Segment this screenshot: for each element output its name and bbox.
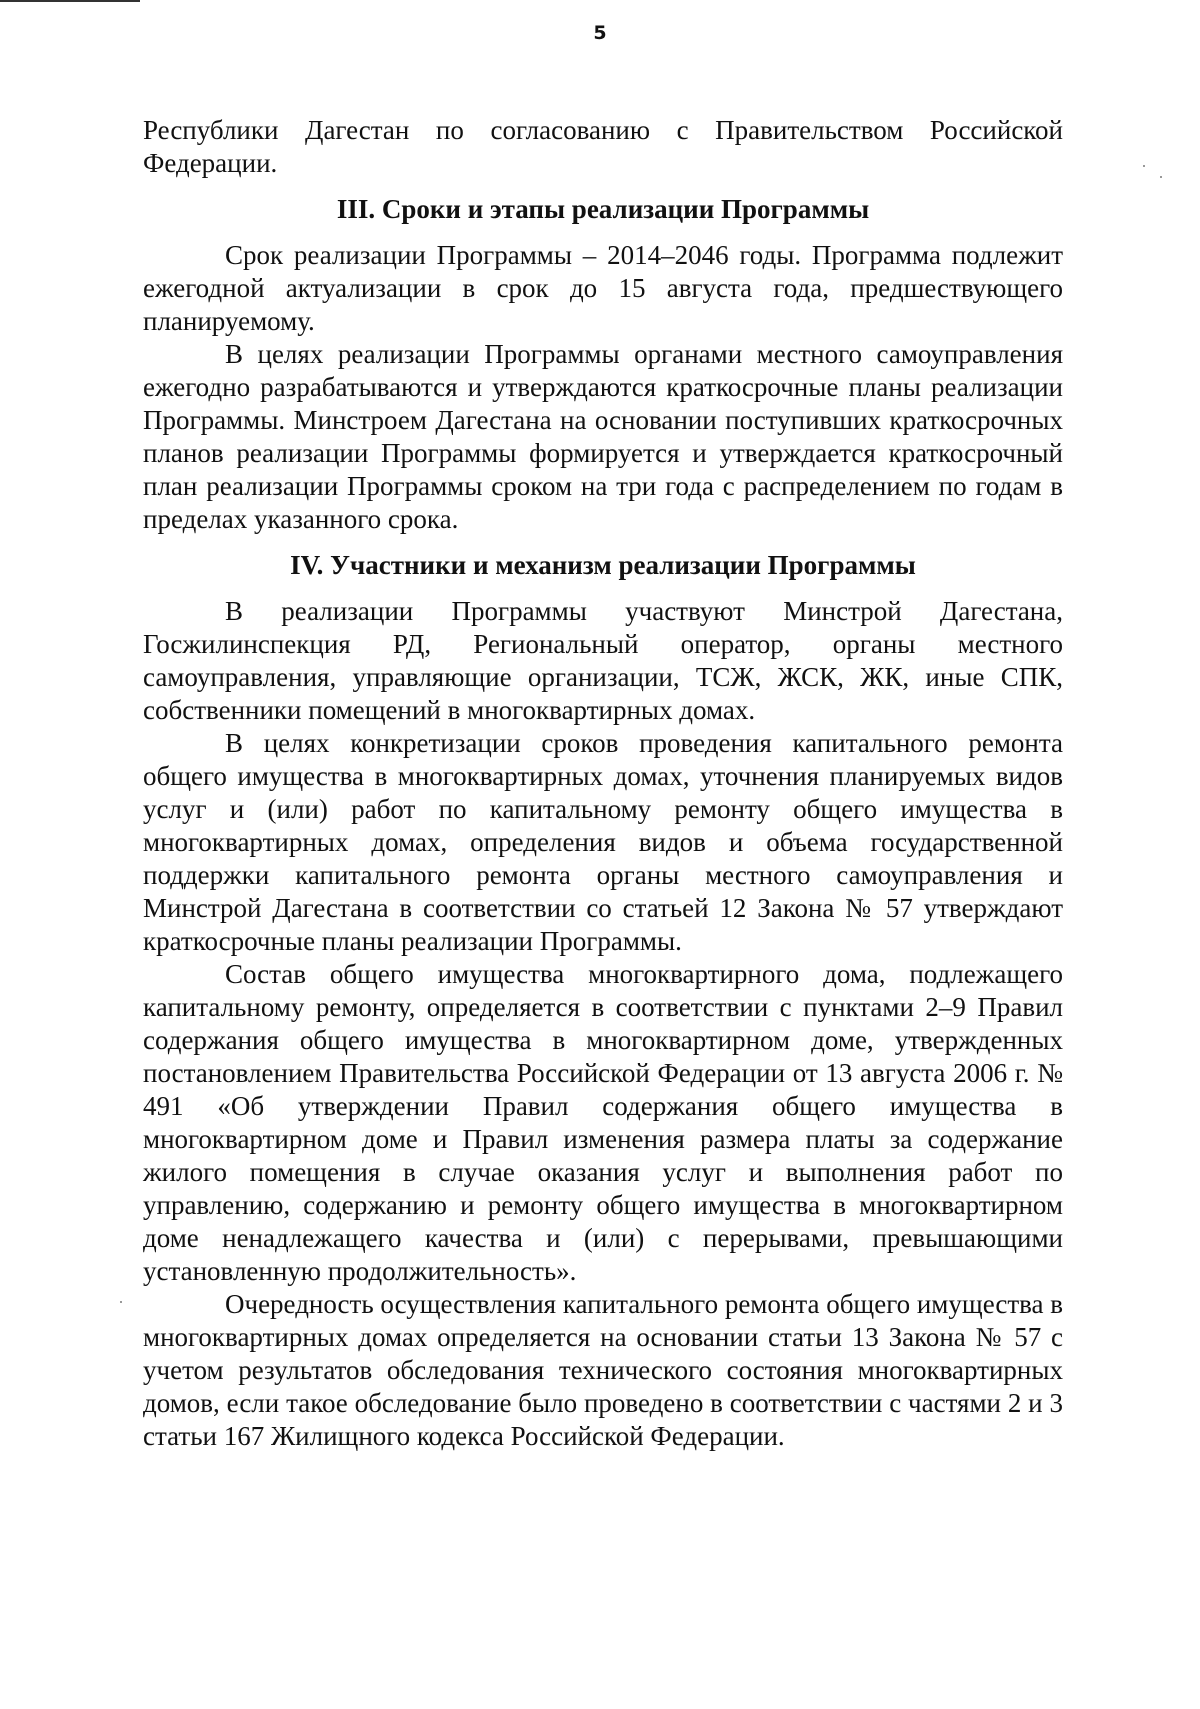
scan-artifact-dot	[120, 1301, 122, 1303]
scan-artifact-dot	[1160, 176, 1162, 178]
section-4-title: IV. Участники и механизм реализации Программы	[290, 550, 916, 580]
section-3-paragraph: В целях реализации Программы органами местного самоуправления ежегодно разрабатываются и утверждаются краткосрочные планы реализации Программы. Минстроем Дагестана на основании поступивших краткосрочных планов реализации Программы формируется и утверждается краткосрочный план реализации Программы сроком на три года с распределением по годам в пределах указанного срока.	[143, 339, 1063, 534]
page-number: 5	[593, 22, 607, 44]
scan-artifact-dot	[1143, 165, 1145, 167]
document-body	[143, 114, 1063, 1453]
section-4-paragraph: Очередность осуществления капитального ремонта общего имущества в многоквартирных домах определяется на основании статьи 13 Закона № 57 с учетом результатов обследования технического состояния многоквартирных домов, если такое обследование было проведено в соответствии с частями 2 и 3 статьи 167 Жилищного кодекса Российской Федерации.	[143, 1289, 1064, 1451]
section-3-title: III. Сроки и этапы реализации Программы	[336, 194, 870, 224]
section-3-paragraph: Срок реализации Программы – 2014–2046 годы. Программа подлежит ежегодной актуализации в срок до 15 августа года, предшествующего планируемому.	[143, 240, 1063, 336]
scan-artifact-line	[0, 0, 140, 2]
section-4-paragraph: Состав общего имущества многоквартирного дома, подлежащего капитальному ремонту, определяется в соответствии с пунктами 2–9 Правил содержания общего имущества в многоквартирном доме, утвержденных постановлением Правительства Российской Федерации от 13 августа 2006 г. № 491 «Об утверждении Правил содержания общего имущества в многоквартирном доме и Правил изменения размера платы за содержание жилого помещения в случае оказания услуг и выполнения работ по управлению, содержанию и ремонту общего имущества в многоквартирном доме ненадлежащего качества и (или) с перерывами, превышающими установленную продолжительность».	[143, 959, 1063, 1286]
paragraph-intro: Республики Дагестан по согласованию с Правительством Российской Федерации.	[143, 115, 1063, 178]
section-4-paragraph: В реализации Программы участвуют Минстрой Дагестана, Госжилинспекция РД, Региональный оператор, органы местного самоуправления, управляющие организации, ТСЖ, ЖСК, ЖК, иные СПК, собственники помещений в многоквартирных домах.	[143, 596, 1063, 725]
section-4-paragraph: В целях конкретизации сроков проведения капитального ремонта общего имущества в многоквартирных домах, уточнения планируемых видов услуг и (или) работ по капитальному ремонту общего имущества в многоквартирных домах, определения видов и объема государственной поддержки капитального ремонта органы местного самоуправления и Минстрой Дагестана в соответствии со статьей 12 Закона № 57 утверждают краткосрочные планы реализации Программы.	[143, 728, 1063, 956]
